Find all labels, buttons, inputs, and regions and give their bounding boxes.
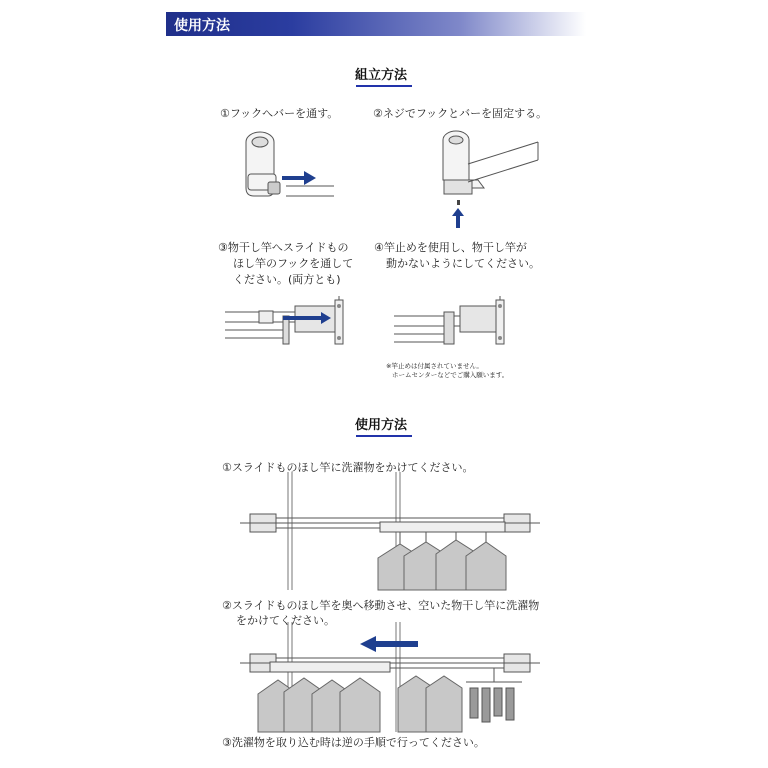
assembly-step-3-line-3: ください。(両方とも) xyxy=(233,273,341,286)
assembly-step-2: ②ネジでフックとバーを固定する。 xyxy=(373,107,548,120)
step4-illustration xyxy=(394,296,519,356)
usage-step-1: ①スライドものほし竿に洗濯物をかけてください。 xyxy=(222,461,474,474)
usage-step-2-line-2: をかけてください。 xyxy=(236,614,335,627)
usage-title: 使用方法 xyxy=(355,418,408,433)
header-title: 使用方法 xyxy=(174,18,230,34)
usage-step-2-line-1: ②スライドものほし竿を奥へ移動させ、空いた物干し竿に洗濯物 xyxy=(222,599,540,612)
step2-illustration xyxy=(438,130,548,230)
step1-illustration xyxy=(238,130,348,210)
assembly-step-1: ①フックへバーを通す。 xyxy=(220,107,339,120)
assembly-step-4-line-1: ④竿止めを使用し、物干し竿が xyxy=(374,241,527,254)
step3-illustration xyxy=(225,296,360,356)
assembly-step-4-line-2: 動かないようにしてください。 xyxy=(386,257,540,270)
assembly-note-line-2: ホームセンターなどでご購入願います。 xyxy=(392,371,509,379)
usage-step-3: ③洗濯物を取り込む時は逆の手順で行ってください。 xyxy=(222,736,485,749)
usage-step1-illustration xyxy=(240,472,540,592)
assembly-note-line-1: ※竿止めは付属されていません。 xyxy=(386,362,483,370)
usage-step2-illustration xyxy=(240,622,540,734)
assembly-title-underline xyxy=(356,85,412,87)
assembly-step-3-line-2: ほし竿のフックを通して xyxy=(233,257,354,270)
assembly-title: 組立方法 xyxy=(355,68,408,83)
usage-title-underline xyxy=(356,435,412,437)
assembly-step-3-line-1: ③物干し竿へスライドもの xyxy=(218,241,349,254)
